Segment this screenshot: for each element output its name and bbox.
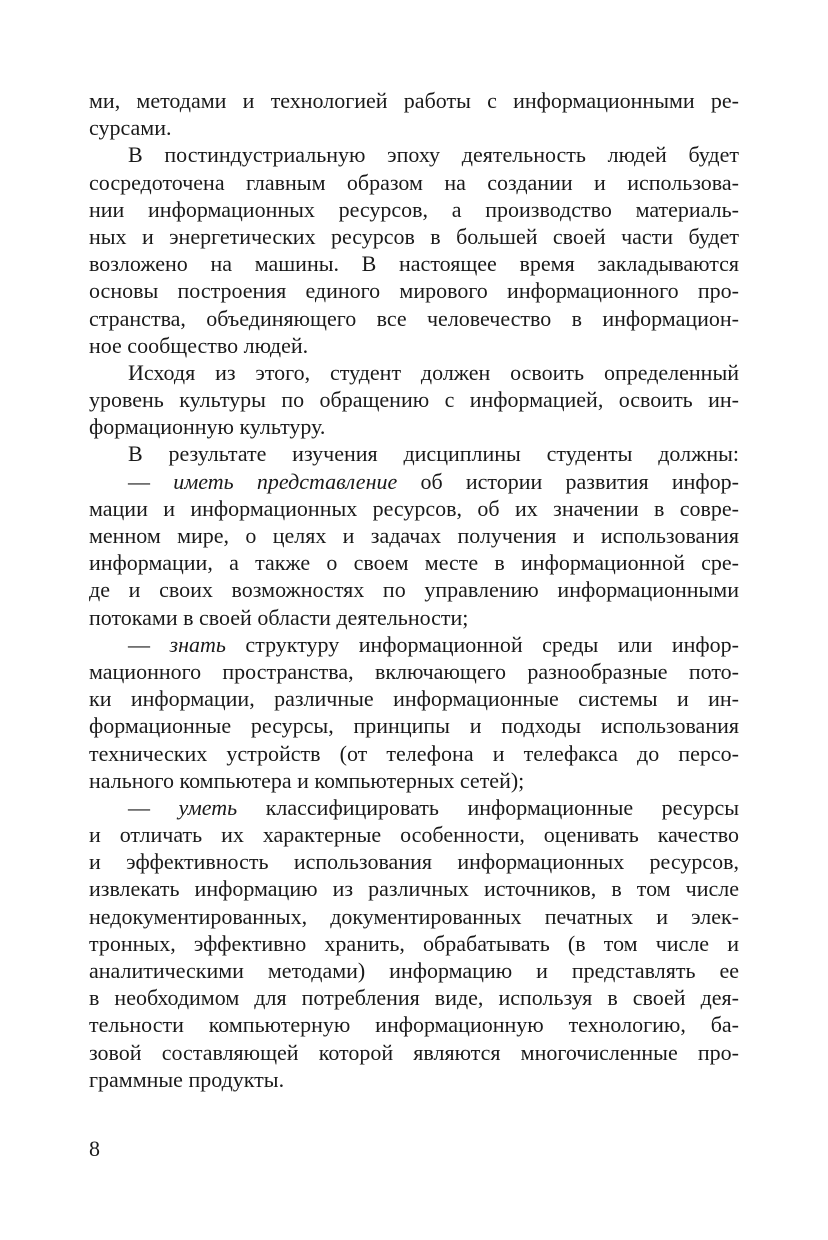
list-dash: — <box>128 631 170 657</box>
text-line: ми, методами и технологией работы с информационными ре- <box>89 88 739 113</box>
text-line: мационного пространства, включающего разнообразные пото- <box>89 658 739 684</box>
text-line: тронных, эффективно хранить, обрабатывать (в том числе и <box>89 930 739 956</box>
text-line: де и своих возможностях по управлению информационными <box>89 577 739 603</box>
text-line: ное сообщество людей. <box>89 332 309 358</box>
text-line: сурсами. <box>89 115 172 141</box>
text-line: информации, а также о своем месте в информационной сре- <box>89 550 739 576</box>
text-line: ки информации, различные информационные системы и ин- <box>89 686 739 712</box>
text-line: сосредоточена главным образом на создании и использова- <box>89 169 739 195</box>
text-line: извлекать информацию из различных источников, в том числе <box>89 876 739 902</box>
line-text: об истории развития инфор- <box>397 468 739 494</box>
text-line: аналитическими методами) информацию и представлять ее <box>89 958 739 983</box>
text-line: уровень культуры по обращению с информацией, освоить ин- <box>89 387 739 413</box>
text-line: потоками в своей области деятельности; <box>89 604 469 630</box>
text-line: возложено на машины. В настоящее время закладываются <box>89 251 739 277</box>
page-number: 8 <box>89 1136 100 1161</box>
text-line: и эффективность использования информационных ресурсов, <box>89 849 739 875</box>
body-text <box>89 87 739 1093</box>
text-line: технических устройств (от телефона и телефакса до персо- <box>89 740 739 766</box>
text-line: основы построения единого мирового информационного про- <box>89 278 739 304</box>
text-line <box>89 468 739 495</box>
text-line: формационные ресурсы, принципы и подходы использования <box>89 713 739 739</box>
emphasized-term: иметь представление <box>173 468 398 494</box>
text-line: ных и энергетических ресурсов в большей своей части будет <box>89 223 739 249</box>
line-text: структуру информационной среды или инфор- <box>225 631 740 657</box>
emphasized-term: уметь <box>178 794 238 820</box>
text-line <box>89 631 739 658</box>
text-line: Исходя из этого, студент должен освоить определенный <box>128 359 739 385</box>
text-line: В постиндустриальную эпоху деятельность людей будет <box>128 142 739 168</box>
emphasized-term: знать <box>169 631 226 657</box>
text-line: нального компьютера и компьютерных сетей); <box>89 767 525 793</box>
text-line: В результате изучения дисциплины студенты должны: <box>128 441 739 467</box>
text-line <box>89 794 739 821</box>
text-line: граммные продукты. <box>89 1066 285 1092</box>
list-dash: — <box>128 468 174 494</box>
text-line: менном мире, о целях и задачах получения и использования <box>89 523 739 548</box>
text-line: нии информационных ресурсов, а производство материаль- <box>89 196 739 222</box>
text-line: недокументированных, документированных печатных и элек- <box>89 903 739 929</box>
text-line: в необходимом для потребления виде, используя в своей дея- <box>89 985 739 1011</box>
list-dash: — <box>128 794 179 820</box>
text-line: тельности компьютерную информационную технологию, ба- <box>89 1012 739 1038</box>
text-line: странства, объединяющего все человечество в информацион- <box>89 305 739 331</box>
text-line: мации и информационных ресурсов, об их значении в совре- <box>89 495 739 521</box>
line-text: классифицировать информационные ресурсы <box>237 794 739 820</box>
text-line: зовой составляющей которой являются многочисленные про- <box>89 1039 739 1065</box>
text-line: и отличать их характерные особенности, оценивать качество <box>89 822 739 848</box>
text-line: формационную культуру. <box>89 414 326 440</box>
